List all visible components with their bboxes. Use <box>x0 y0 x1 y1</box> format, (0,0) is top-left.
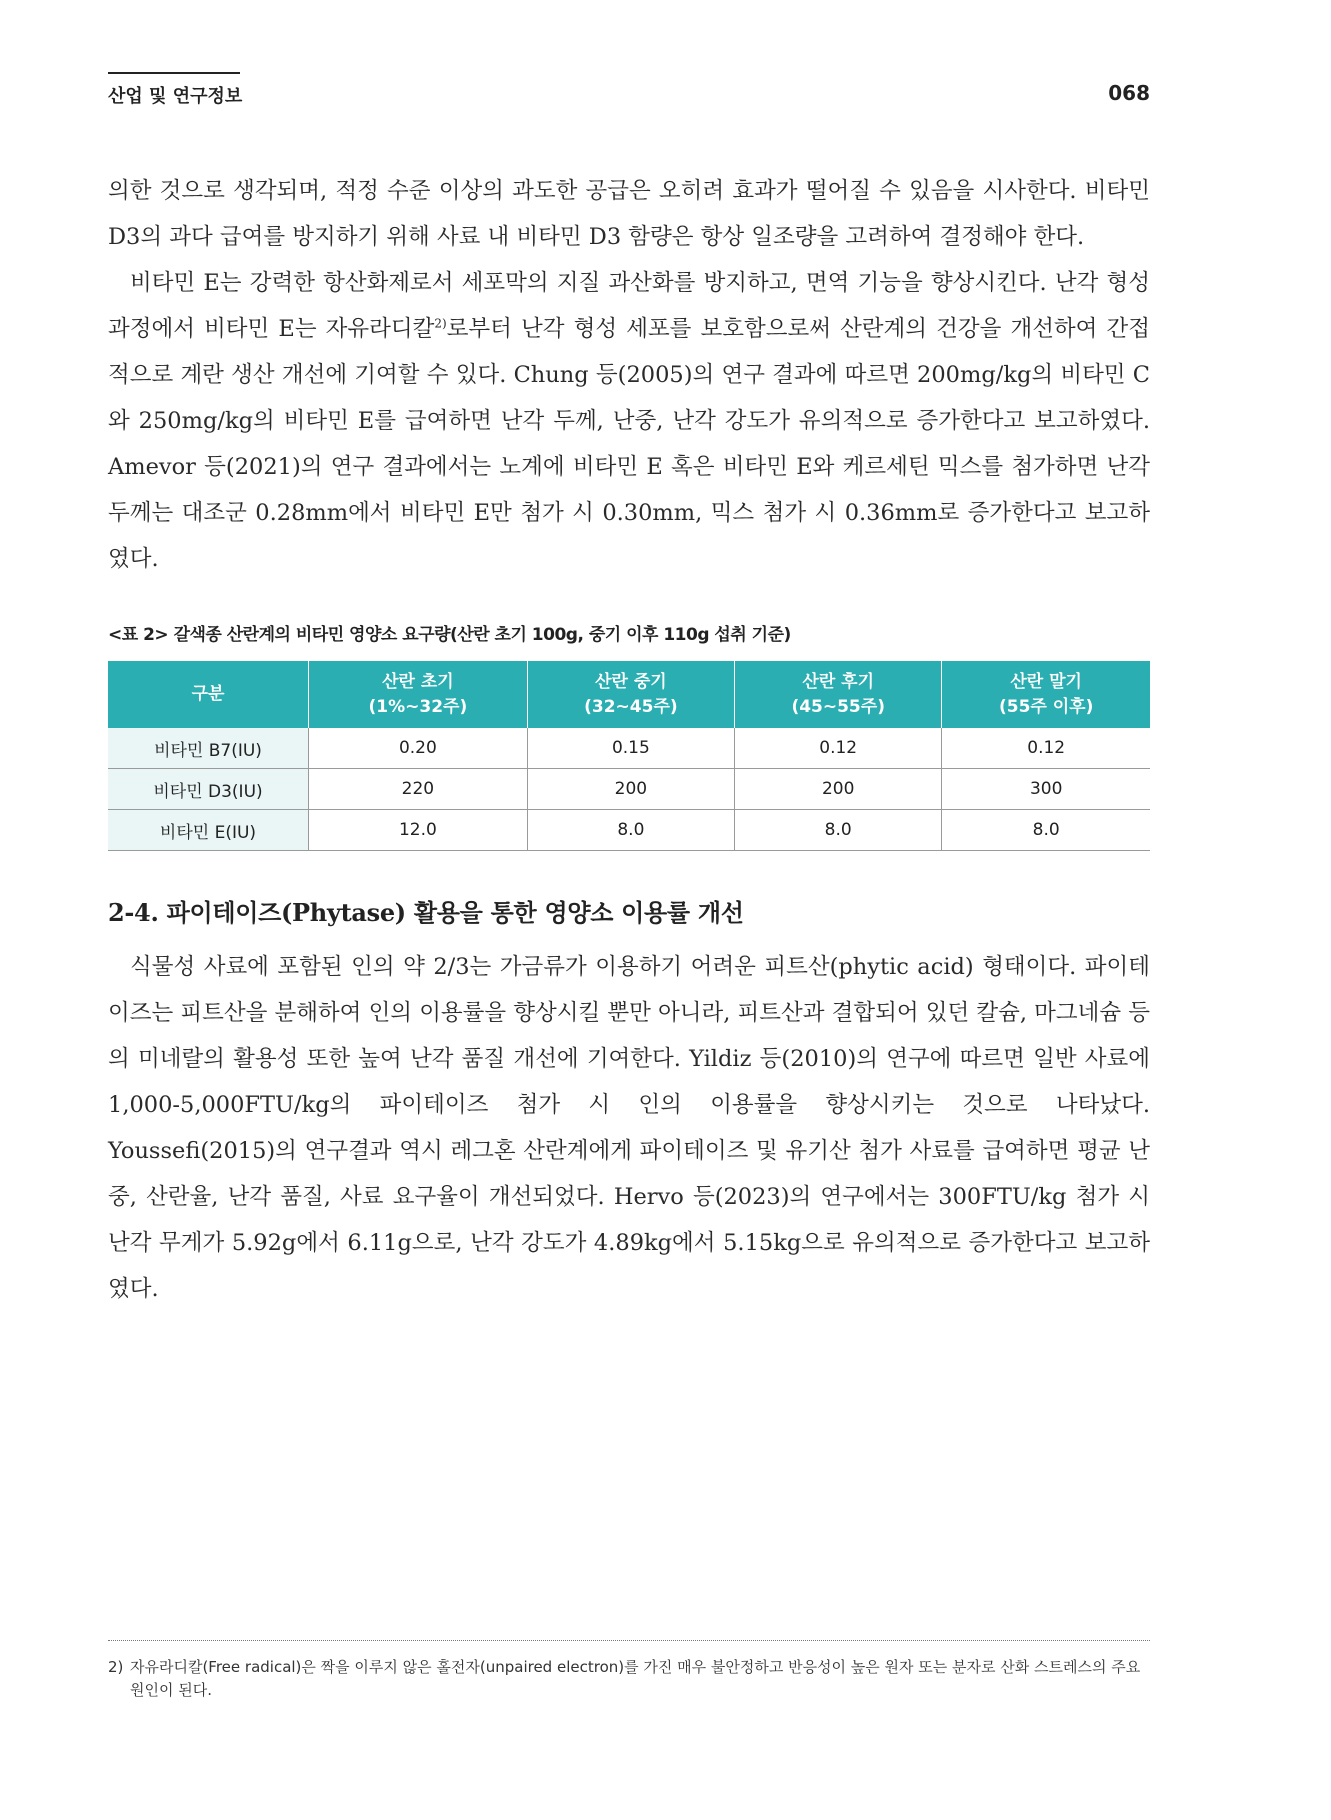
table-cell: 0.12 <box>735 728 942 769</box>
column-name: 산란 초기 <box>382 671 454 692</box>
table-row <box>108 769 1150 810</box>
table-row <box>108 728 1150 769</box>
table-header-mid <box>527 661 734 728</box>
intro-text-block <box>108 168 1150 582</box>
table-caption: <표 2> 갈색종 산란계의 비타민 영양소 요구량(산란 초기 100g, 중기 이후 110g 섭취 기준) <box>108 625 791 645</box>
column-range: (45~55주) <box>791 696 885 717</box>
table-header-final <box>942 661 1150 728</box>
footnote-text: 자유라디칼(Free radical)은 짝을 이루지 않은 홀전자(unpaired electron)를 가진 매우 불안정하고 반응성이 높은 원자 또는 분자로 산화 스트레스의 주요 원인이 된다. <box>130 1658 1141 1699</box>
table-header-row <box>108 661 1150 728</box>
paragraph-phytase: 식물성 사료에 포함된 인의 약 2/3는 가금류가 이용하기 어려운 피트산(phytic acid) 형태이다. 파이테이즈는 피트산을 분해하여 인의 이용률을 향상시킬 뿐만 아니라, 피트산과 결합되어 있던 칼슘, 마그네슘 등의 미네랄의 활용성 또한 높여 난각 품질 개선에 기여한다. Yildiz 등(2010)의 연구에 따르면 일반 사료에 1,000-5,000FTU/kg의 파이테이즈 첨가 시 인의 이용률을 향상시키는 것으로 나타났다. Youssefi(2015)의 연구결과 역시 레그혼 산란계에게 파이테이즈 및 유기산 첨가 사료를 급여하면 평균 난중, 산란율, 난각 품질, 사료 요구율이 개선되었다. Hervo 등(2023)의 연구에서는 300FTU/kg 첨가 시 난각 무게가 5.92g에서 6.11g으로, 난각 강도가 4.89kg에서 5.15kg으로 유의적으로 증가한다고 보고하였다. <box>108 954 1150 1302</box>
section-heading: 2-4. 파이테이즈(Phytase) 활용을 통한 영양소 이용률 개선 <box>108 898 744 927</box>
column-name: 산란 말기 <box>1010 671 1082 692</box>
column-range: (32~45주) <box>584 696 678 717</box>
table-cell: 8.0 <box>735 810 942 851</box>
table-cell: 8.0 <box>527 810 734 851</box>
page-number: 068 <box>1108 81 1150 105</box>
paragraph-vitamin-e-part-a: 비타민 E는 강력한 항산화제로서 세포막의 지질 과산화를 방지하고, 면역 기능을 향상시킨다. 난각 형성 과정에서 비타민 E는 자유라디칼 <box>108 270 1150 342</box>
column-range: (1%~32주) <box>368 696 468 717</box>
footnote-divider <box>108 1640 1150 1641</box>
table-cell: 300 <box>942 769 1150 810</box>
paragraph-vitamin-d3: 의한 것으로 생각되며, 적정 수준 이상의 과도한 공급은 오히려 효과가 떨어질 수 있음을 시사한다. 비타민 D3의 과다 급여를 방지하기 위해 사료 내 비타민 D3 함량은 항상 일조량을 고려하여 결정해야 한다. <box>108 178 1150 250</box>
row-label: 비타민 B7(IU) <box>108 728 309 769</box>
column-name: 산란 후기 <box>802 671 874 692</box>
footnote-marker: 2) <box>108 1658 124 1676</box>
phytase-text-block <box>108 944 1150 1312</box>
paragraph-vitamin-e <box>108 260 1150 582</box>
column-range: (55주 이후) <box>998 696 1094 717</box>
table-cell: 200 <box>735 769 942 810</box>
footnote-reference[interactable]: 2) <box>434 316 447 331</box>
table-cell: 0.20 <box>309 728 528 769</box>
table-cell: 0.12 <box>942 728 1150 769</box>
vitamin-requirement-table <box>108 661 1150 851</box>
table-cell: 220 <box>309 769 528 810</box>
table-row <box>108 810 1150 851</box>
table-cell: 12.0 <box>309 810 528 851</box>
running-header-title: 산업 및 연구정보 <box>108 86 243 107</box>
table-cell: 0.15 <box>527 728 734 769</box>
row-label: 비타민 D3(IU) <box>108 769 309 810</box>
paragraph-vitamin-e-part-b: 로부터 난각 형성 세포를 보호함으로써 산란계의 건강을 개선하여 간접적으로 계란 생산 개선에 기여할 수 있다. Chung 등(2005)의 연구 결과에 따르면 200mg/kg의 비타민 C와 250mg/kg의 비타민 E를 급여하면 난각 두께, 난중, 난각 강도가 유의적으로 증가한다고 보고하였다. Amevor 등(2021)의 연구 결과에서는 노계에 비타민 E 혹은 비타민 E와 케르세틴 믹스를 첨가하면 난각 두께는 대조군 0.28mm에서 비타민 E만 첨가 시 0.30mm, 믹스 첨가 시 0.36mm로 증가한다고 보고하였다. <box>108 316 1150 572</box>
header-rule <box>108 72 240 74</box>
table-cell: 200 <box>527 769 734 810</box>
table-header-category: 구분 <box>108 661 309 728</box>
table-header-early <box>309 661 528 728</box>
table-cell: 8.0 <box>942 810 1150 851</box>
table-header-late <box>735 661 942 728</box>
column-name: 산란 중기 <box>595 671 667 692</box>
row-label: 비타민 E(IU) <box>108 810 309 851</box>
footnote <box>108 1656 1150 1702</box>
